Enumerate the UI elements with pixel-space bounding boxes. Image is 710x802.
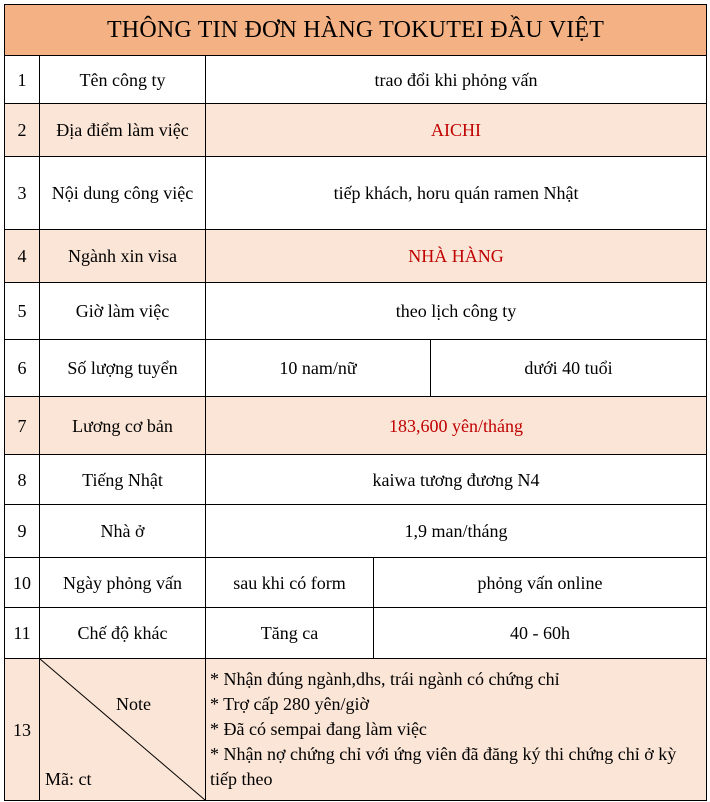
row-value-a[interactable]: 10 nam/nữ <box>206 340 431 397</box>
row-number[interactable]: 10 <box>5 558 40 608</box>
note-header-cell[interactable] <box>40 659 206 801</box>
row-number[interactable]: 1 <box>5 56 40 104</box>
row-label[interactable]: Nội dung công việc <box>40 157 206 230</box>
row-value[interactable]: 183,600 yên/tháng <box>206 397 707 455</box>
sheet-title[interactable]: THÔNG TIN ĐƠN HÀNG TOKUTEI ĐẦU VIỆT <box>5 5 707 56</box>
row-number[interactable]: 11 <box>5 608 40 659</box>
row-value[interactable]: tiếp khách, horu quán ramen Nhật <box>206 157 707 230</box>
row-label[interactable]: Giờ làm việc <box>40 283 206 340</box>
note-line: * Nhận đúng ngành,dhs, trái ngành có chứng chỉ <box>210 669 560 689</box>
row-value-b[interactable]: 40 - 60h <box>374 608 707 659</box>
note-line: * Đã có sempai đang làm việc <box>210 719 427 739</box>
row-value[interactable]: AICHI <box>206 104 707 157</box>
table-row <box>5 56 707 104</box>
note-content[interactable] <box>206 659 707 801</box>
row-value-b[interactable]: dưới 40 tuổi <box>431 340 707 397</box>
note-row <box>5 659 707 801</box>
table-row <box>5 283 707 340</box>
row-label[interactable]: Chế độ khác <box>40 608 206 659</box>
row-number[interactable]: 9 <box>5 505 40 558</box>
row-number[interactable]: 5 <box>5 283 40 340</box>
row-value[interactable]: NHÀ HÀNG <box>206 230 707 283</box>
table-row <box>5 608 707 659</box>
row-value-a[interactable]: Tăng ca <box>206 608 374 659</box>
row-value-b[interactable]: phỏng vấn online <box>374 558 707 608</box>
table-row <box>5 455 707 505</box>
table-row <box>5 157 707 230</box>
row-value-a[interactable]: sau khi có form <box>206 558 374 608</box>
row-number[interactable]: 3 <box>5 157 40 230</box>
title-row <box>5 5 707 56</box>
table-row <box>5 104 707 157</box>
order-info-table <box>4 4 707 801</box>
row-number[interactable]: 13 <box>5 659 40 801</box>
row-label[interactable]: Tên công ty <box>40 56 206 104</box>
row-label[interactable]: Ngày phỏng vấn <box>40 558 206 608</box>
note-line: * Trợ cấp 280 yên/giờ <box>210 694 370 714</box>
code-label: Mã: ct <box>45 769 92 789</box>
row-number[interactable]: 6 <box>5 340 40 397</box>
row-label[interactable]: Lương cơ bản <box>40 397 206 455</box>
row-label[interactable]: Nhà ở <box>40 505 206 558</box>
row-number[interactable]: 2 <box>5 104 40 157</box>
table-row <box>5 505 707 558</box>
row-value[interactable]: theo lịch công ty <box>206 283 707 340</box>
row-label[interactable]: Số lượng tuyển <box>40 340 206 397</box>
note-line: * Nhận nợ chứng chỉ với ứng viên đã đăng ký thi chứng chỉ ở kỳ tiếp theo <box>210 744 677 789</box>
note-label: Note <box>116 694 151 714</box>
row-label[interactable]: Địa điểm làm việc <box>40 104 206 157</box>
table-row <box>5 230 707 283</box>
row-number[interactable]: 4 <box>5 230 40 283</box>
row-value[interactable]: 1,9 man/tháng <box>206 505 707 558</box>
table-row <box>5 340 707 397</box>
table-row <box>5 397 707 455</box>
row-number[interactable]: 7 <box>5 397 40 455</box>
row-label[interactable]: Ngành xin visa <box>40 230 206 283</box>
row-value[interactable]: kaiwa tương đương N4 <box>206 455 707 505</box>
row-label[interactable]: Tiếng Nhật <box>40 455 206 505</box>
row-number[interactable]: 8 <box>5 455 40 505</box>
table-row <box>5 558 707 608</box>
row-value[interactable]: trao đổi khi phỏng vấn <box>206 56 707 104</box>
